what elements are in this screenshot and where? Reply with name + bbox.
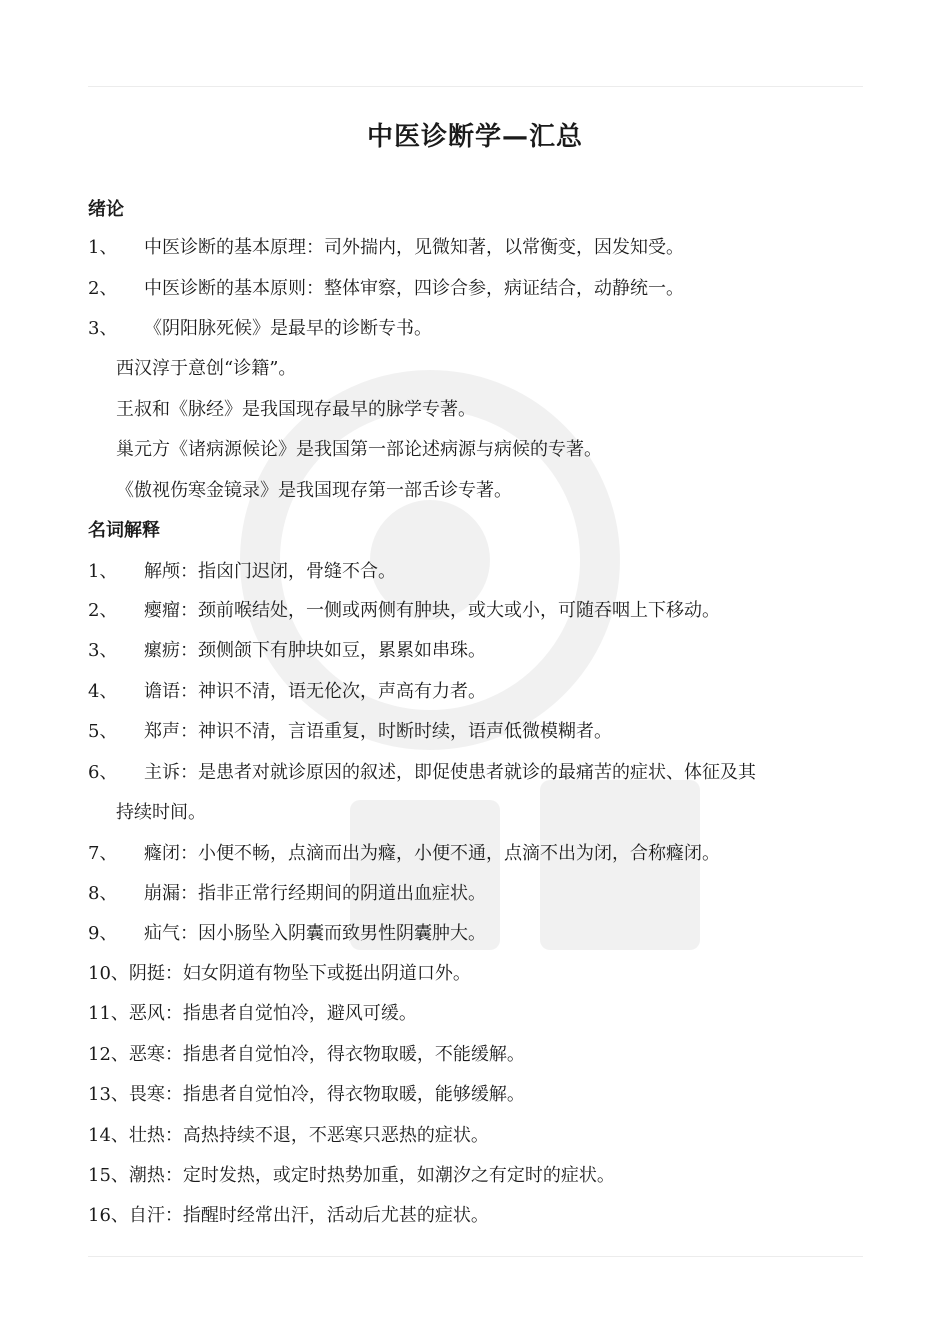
item-text: 中医诊断的基本原理：司外揣内，见微知著，以常衡变，因发知受。 — [144, 237, 684, 258]
item-text: 壮热：高热持续不退，不恶寒只恶热的症状。 — [128, 1125, 489, 1146]
item-number: 14、 — [88, 1125, 129, 1146]
item-text: 瘿瘤：颈前喉结处，一侧或两侧有肿块，或大或小，可随吞咽上下移动。 — [144, 600, 720, 621]
list-item — [88, 639, 486, 663]
item-text: 崩漏：指非正常行经期间的阴道出血症状。 — [144, 883, 486, 904]
note-line: 巢元方《诸病源候论》是我国第一部论述病源与病候的专著。 — [116, 439, 602, 460]
item-number: 1、 — [88, 561, 118, 582]
item-text: 《阴阳脉死候》是最早的诊断专书。 — [144, 318, 432, 339]
list-item — [88, 1002, 417, 1026]
note-line: 王叔和《脉经》是我国现存最早的脉学专著。 — [116, 399, 476, 420]
item-number: 11、 — [88, 1003, 129, 1024]
item-text: 潮热：定时发热，或定时热势加重，如潮汐之有定时的症状。 — [128, 1165, 615, 1186]
list-item — [88, 560, 396, 584]
item-number: 1、 — [88, 237, 118, 258]
note-line: 西汉淳于意创“诊籍”。 — [116, 358, 297, 379]
list-item — [88, 761, 756, 785]
item-text: 自汗：指醒时经常出汗，活动后尤甚的症状。 — [128, 1205, 489, 1226]
item-number: 5、 — [88, 721, 118, 742]
item-number: 2、 — [88, 278, 118, 299]
item-number: 8、 — [88, 883, 118, 904]
footer-rule — [88, 1256, 863, 1257]
list-item — [88, 1083, 525, 1107]
list-item — [88, 1043, 525, 1067]
list-item — [88, 962, 471, 986]
item-number: 10、 — [88, 963, 129, 984]
item-number: 13、 — [88, 1084, 129, 1105]
item-continuation: 持续时间。 — [116, 802, 206, 823]
item-number: 6、 — [88, 762, 118, 783]
item-text: 癃闭：小便不畅，点滴而出为癃，小便不通，点滴不出为闭，合称癃闭。 — [144, 843, 720, 864]
item-number: 4、 — [88, 681, 118, 702]
item-number: 16、 — [88, 1205, 129, 1226]
item-text: 谵语：神识不清，语无伦次，声高有力者。 — [144, 681, 486, 702]
item-text: 瘰疬：颈侧颌下有肿块如豆，累累如串珠。 — [144, 640, 486, 661]
item-text: 恶寒：指患者自觉怕冷，得衣物取暖，不能缓解。 — [128, 1044, 525, 1065]
note-line: 《傲视伤寒金镜录》是我国现存第一部舌诊专著。 — [116, 480, 512, 501]
section-heading-intro: 绪论 — [88, 199, 124, 220]
item-number: 15、 — [88, 1165, 129, 1186]
list-item — [88, 720, 612, 744]
section-heading-terms: 名词解释 — [88, 520, 160, 541]
item-text: 阴挺：妇女阴道有物坠下或挺出阴道口外。 — [128, 963, 471, 984]
list-item — [88, 1164, 615, 1188]
list-item — [88, 922, 486, 946]
item-number: 2、 — [88, 600, 118, 621]
header-rule — [88, 86, 863, 87]
item-text: 解颅：指囟门迟闭，骨缝不合。 — [144, 561, 396, 582]
list-item — [88, 1124, 489, 1148]
item-text: 恶风：指患者自觉怕冷，避风可缓。 — [128, 1003, 417, 1024]
list-item — [88, 680, 486, 704]
item-number: 12、 — [88, 1044, 129, 1065]
list-item — [88, 599, 720, 623]
list-item — [88, 317, 432, 341]
item-text: 疝气：因小肠坠入阴囊而致男性阴囊肿大。 — [144, 923, 486, 944]
item-text: 郑声：神识不清，言语重复，时断时续，语声低微模糊者。 — [144, 721, 612, 742]
item-text: 中医诊断的基本原则：整体审察，四诊合参，病证结合，动静统一。 — [144, 278, 684, 299]
list-item — [88, 1204, 489, 1228]
list-item — [88, 236, 684, 260]
page-title: 中医诊断学—汇总 — [366, 122, 583, 152]
item-text: 主诉：是患者对就诊原因的叙述，即促使患者就诊的最痛苦的症状、体征及其 — [144, 762, 756, 783]
list-item — [88, 882, 486, 906]
item-number: 3、 — [88, 640, 118, 661]
item-number: 9、 — [88, 923, 118, 944]
item-text: 畏寒：指患者自觉怕冷，得衣物取暖，能够缓解。 — [128, 1084, 525, 1105]
item-number: 3、 — [88, 318, 118, 339]
item-number: 7、 — [88, 843, 118, 864]
list-item — [88, 277, 684, 301]
list-item — [88, 842, 720, 866]
